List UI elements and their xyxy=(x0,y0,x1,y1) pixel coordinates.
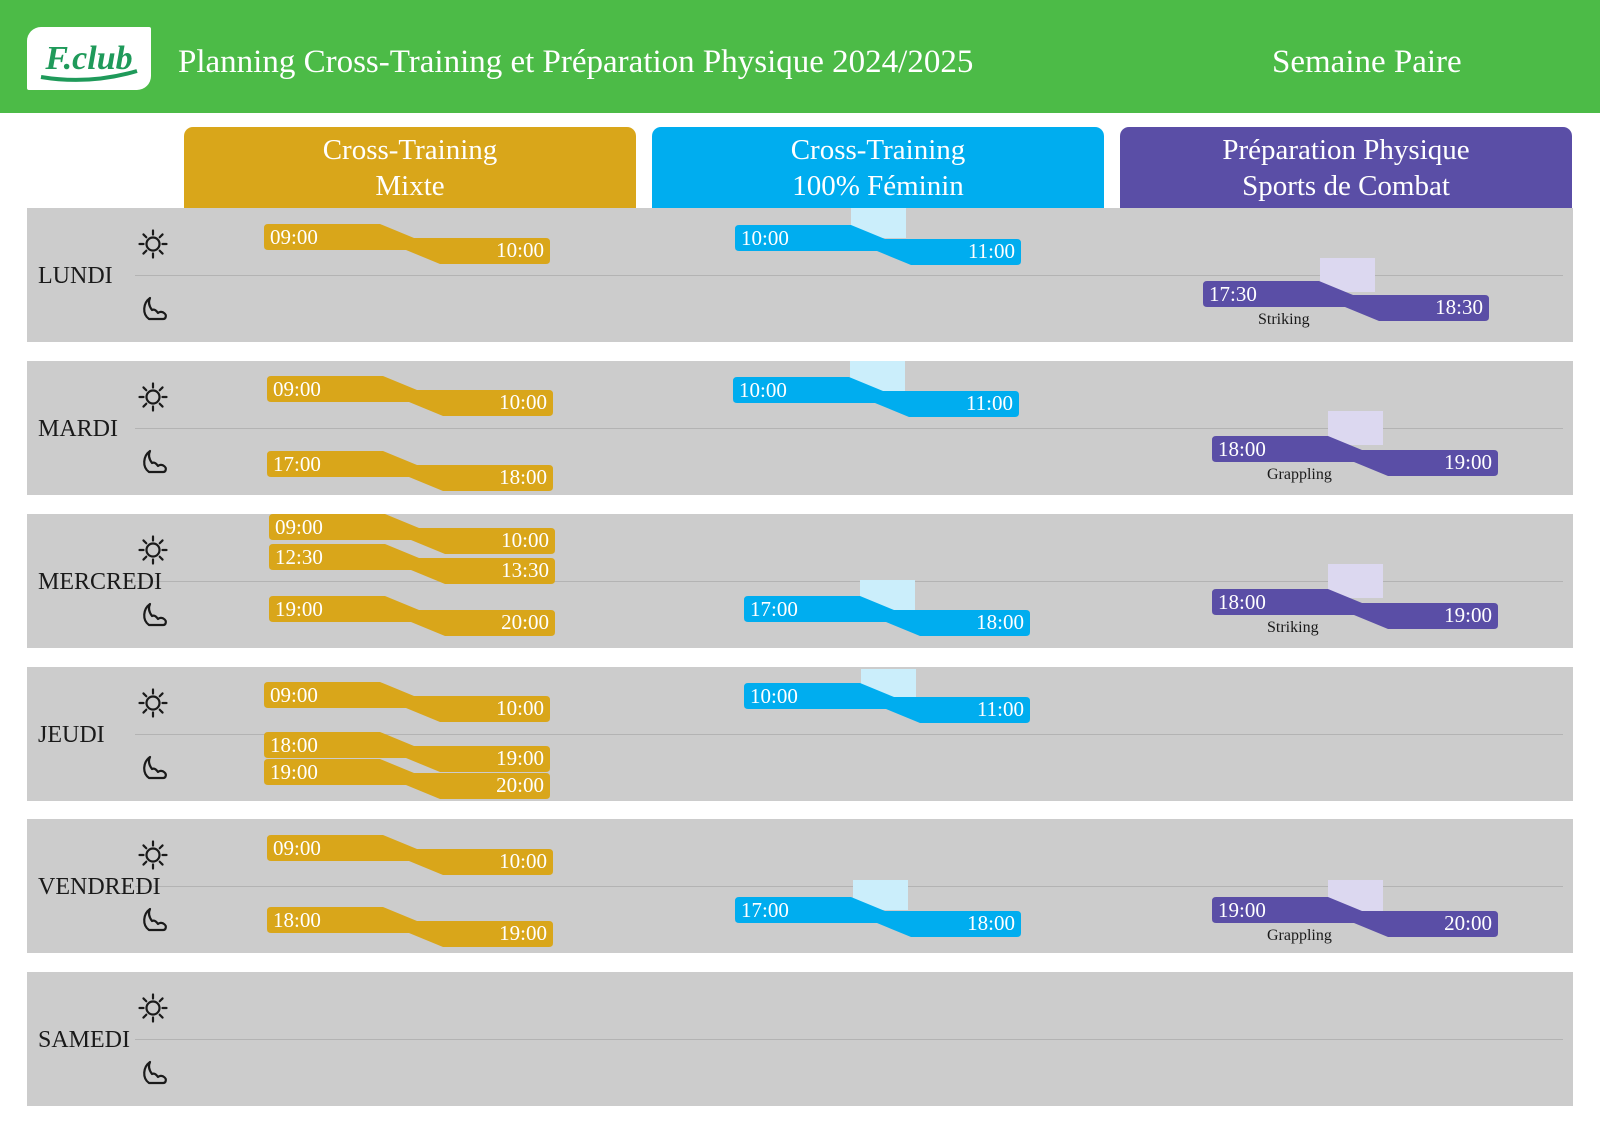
session-end-time: 20:00 xyxy=(496,773,544,797)
session-mixte xyxy=(269,544,555,590)
session-start-time: 12:30 xyxy=(275,545,323,569)
session-combat xyxy=(1212,589,1498,635)
session-end-time: 10:00 xyxy=(499,849,547,873)
session-mixte xyxy=(264,224,550,270)
session-discipline: Grappling xyxy=(1267,466,1332,483)
session-start-time: 19:00 xyxy=(1218,898,1266,922)
session-end-time: 20:00 xyxy=(1444,911,1492,935)
session-end-time: 19:00 xyxy=(1444,603,1492,627)
session-end-time: 11:00 xyxy=(965,391,1013,415)
column-header-line2: Sports de Combat xyxy=(1242,170,1450,202)
column-header-line1: Cross-Training xyxy=(322,134,498,166)
column-header-feminin xyxy=(652,127,1104,208)
session-mixte xyxy=(267,451,553,497)
column-header-mixte xyxy=(184,127,636,208)
session-combat xyxy=(1212,436,1498,482)
column-header-line1: Préparation Physique xyxy=(1222,134,1470,166)
session-start-time: 10:00 xyxy=(739,378,787,402)
session-feminin xyxy=(735,897,1021,943)
moon-icon xyxy=(137,1058,169,1095)
session-end-time: 19:00 xyxy=(499,921,547,945)
column-header-line2: Mixte xyxy=(375,170,445,202)
session-mixte xyxy=(264,682,550,728)
sun-icon xyxy=(137,534,169,571)
session-mixte xyxy=(269,596,555,642)
moon-icon xyxy=(137,600,169,637)
session-start-time: 19:00 xyxy=(270,760,318,784)
session-end-time: 18:00 xyxy=(499,465,547,489)
session-end-time: 18:00 xyxy=(976,610,1024,634)
day-label: SAMEDI xyxy=(38,1027,131,1053)
session-start-time: 17:30 xyxy=(1209,282,1257,306)
session-mixte xyxy=(267,376,553,422)
moon-icon xyxy=(137,447,169,484)
moon-icon xyxy=(137,294,169,331)
sun-icon xyxy=(137,381,169,418)
column-header-line2: 100% Féminin xyxy=(792,170,964,202)
day-label: LUNDI xyxy=(38,263,113,289)
day-label: JEUDI xyxy=(38,722,105,748)
session-end-time: 20:00 xyxy=(501,610,549,634)
page-title: Planning Cross-Training et Préparation Physique 2024/2025 xyxy=(178,44,974,80)
week-label: Semaine Paire xyxy=(1272,44,1462,80)
logo-wordmark: F.club xyxy=(45,40,133,77)
session-feminin xyxy=(733,377,1019,423)
session-end-time: 10:00 xyxy=(499,390,547,414)
moon-icon xyxy=(137,753,169,790)
session-mixte xyxy=(267,835,553,881)
session-feminin xyxy=(744,683,1030,729)
session-end-time: 11:00 xyxy=(976,697,1024,721)
row-divider xyxy=(135,1039,1563,1040)
session-combat xyxy=(1212,897,1498,943)
session-feminin xyxy=(735,225,1021,271)
session-feminin xyxy=(744,596,1030,642)
session-mixte xyxy=(267,907,553,953)
session-start-time: 17:00 xyxy=(750,597,798,621)
day-label: VENDREDI xyxy=(38,874,161,900)
session-mixte xyxy=(264,759,550,805)
session-end-time: 13:30 xyxy=(501,558,549,582)
session-start-time: 09:00 xyxy=(270,683,318,707)
column-header-line1: Cross-Training xyxy=(790,134,966,166)
session-start-time: 18:00 xyxy=(1218,437,1266,461)
session-start-time: 09:00 xyxy=(273,377,321,401)
column-header-combat xyxy=(1120,127,1572,208)
session-start-time: 09:00 xyxy=(273,836,321,860)
sun-icon xyxy=(137,992,169,1029)
day-row-samedi xyxy=(27,972,1573,1106)
session-start-time: 18:00 xyxy=(273,908,321,932)
sun-icon xyxy=(137,839,169,876)
session-start-time: 10:00 xyxy=(741,226,789,250)
session-start-time: 19:00 xyxy=(275,597,323,621)
session-start-time: 09:00 xyxy=(275,515,323,539)
fclub-logo xyxy=(27,27,151,90)
session-start-time: 10:00 xyxy=(750,684,798,708)
session-end-time: 11:00 xyxy=(967,239,1015,263)
session-end-time: 10:00 xyxy=(496,696,544,720)
session-start-time: 09:00 xyxy=(270,225,318,249)
session-discipline: Grappling xyxy=(1267,927,1332,944)
session-discipline: Striking xyxy=(1267,619,1319,636)
sun-icon xyxy=(137,228,169,265)
day-label: MERCREDI xyxy=(38,569,163,595)
sun-icon xyxy=(137,687,169,724)
session-end-time: 19:00 xyxy=(1444,450,1492,474)
session-start-time: 17:00 xyxy=(741,898,789,922)
session-start-time: 18:00 xyxy=(270,733,318,757)
day-label: MARDI xyxy=(38,416,119,442)
session-end-time: 10:00 xyxy=(501,528,549,552)
moon-icon xyxy=(137,905,169,942)
session-start-time: 17:00 xyxy=(273,452,321,476)
header-bar xyxy=(0,0,1600,113)
session-start-time: 18:00 xyxy=(1218,590,1266,614)
session-end-time: 18:30 xyxy=(1435,295,1483,319)
session-end-time: 19:00 xyxy=(496,746,544,770)
session-end-time: 18:00 xyxy=(967,911,1015,935)
session-combat xyxy=(1203,281,1489,327)
session-discipline: Striking xyxy=(1258,311,1310,328)
session-end-time: 10:00 xyxy=(496,238,544,262)
